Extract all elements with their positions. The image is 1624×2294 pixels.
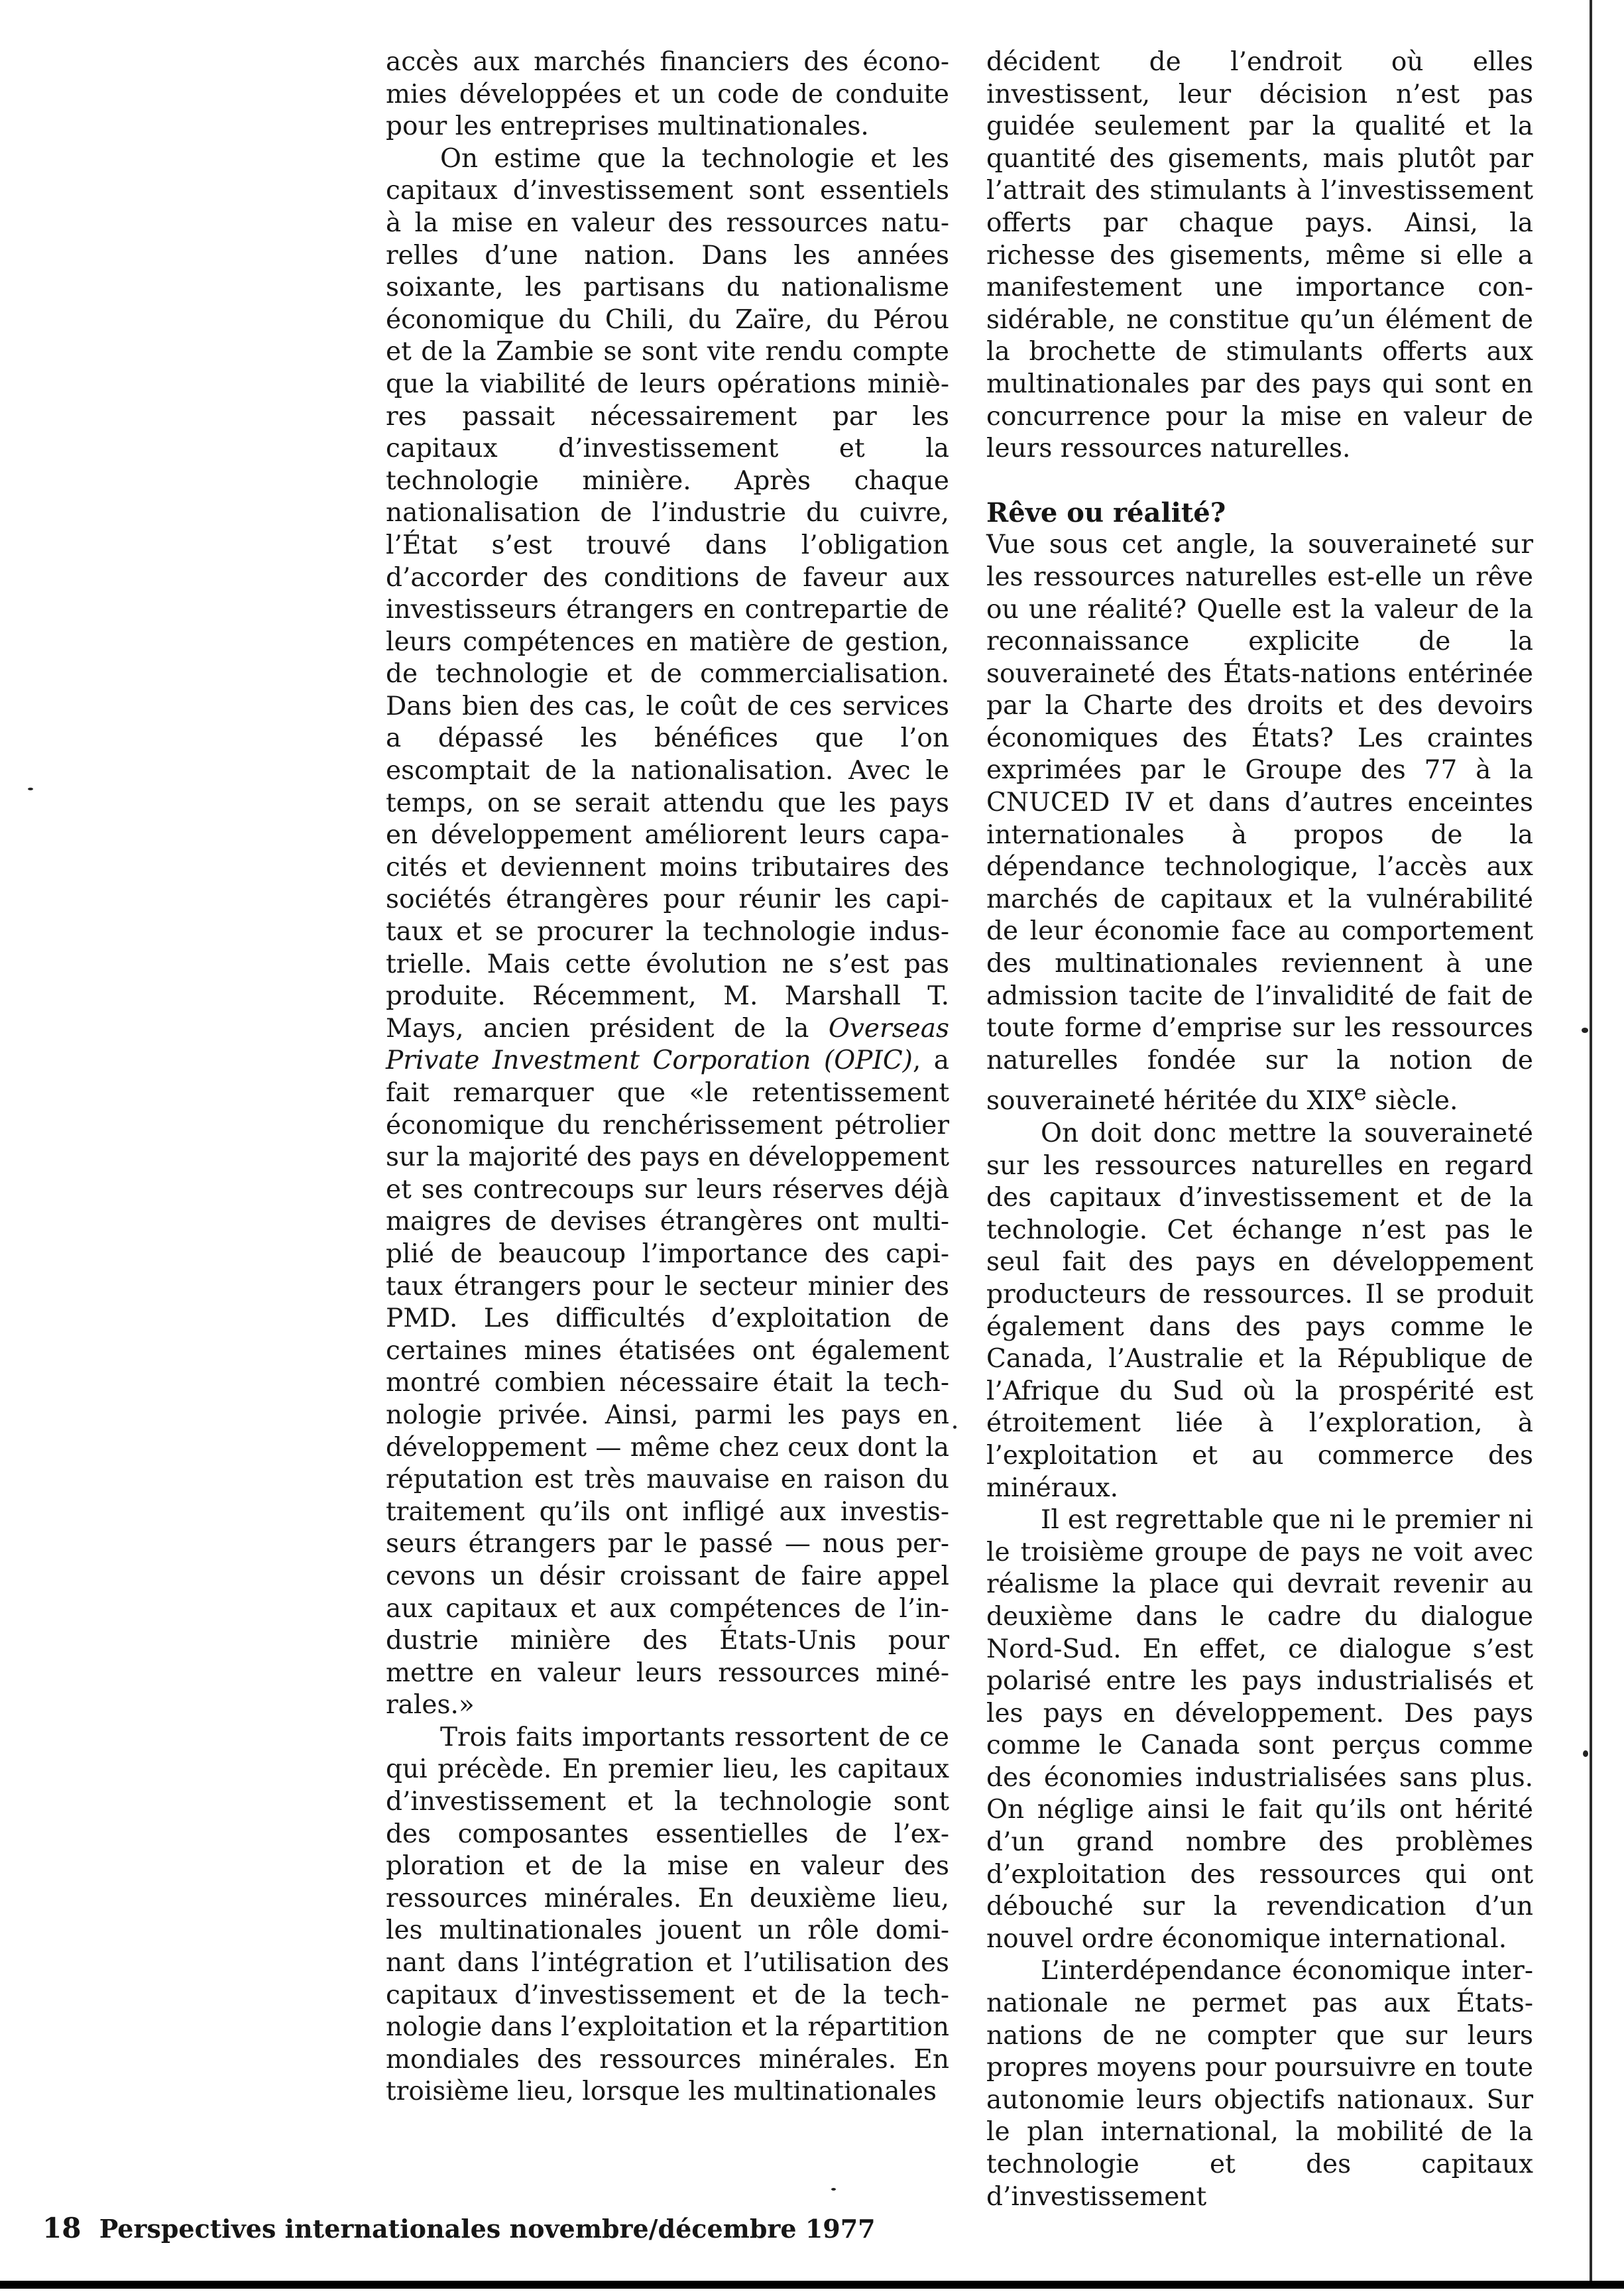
right-paragraph-5: L’interdépendance économique internationale ne permet pas aux États-nations de ne compter que sur leurs propres moyens pour poursuivre en toute autonomie leurs objectifs nationaux. Sur le plan international, la mobilité de la technologie et des capitaux d’investissement	[986, 1956, 1533, 2212]
scan-speck	[1582, 1028, 1588, 1033]
scan-speck	[1583, 1750, 1588, 1757]
right-column	[986, 46, 1533, 2213]
right-paragraph-4: Il est regrettable que ni le premier ni le troisième groupe de pays ne voit avec réalisme la place qui devrait revenir au deuxième dans le cadre du dialogue Nord-Sud. En effet, ce dialogue s’est polarisé entre les pays industrialisés et les pays en développement. Des pays comme le Canada sont perçus comme des économies industrialisées sans plus. On néglige ainsi le fait qu’ils ont hérité d’un grand nombre des problèmes d’exploitation des ressources qui ont débouché sur la revendication d’un nouvel ordre économique international.	[986, 1505, 1533, 1954]
left-paragraph-2-text: On estime que la technologie et les capitaux d’investissement sont essentiels à la mise en valeur des ressources naturelles d’une nation. Dans les années soixante, les partisans du nationalisme économique du Chili, du Zaïre, du Pérou et de la Zambie se sont vite rendu compte que la viabilité de leurs opérations minières passait nécessairement par les capitaux d’investissement et la technologie minière. Après chaque nationalisation de l’industrie du cuivre, l’État s’est trouvé dans l’obligation d’accorder des conditions de faveur aux investisseurs étrangers en contrepartie de leurs compétences en matière de gestion, de technologie et de commercialisation. Dans bien des cas, le coût de ces services a dépassé les bénéfices que l’on escomptait de la nationalisation. Avec le temps, on se serait attendu que les pays en développement améliorent leurs capacités et deviennent moins tributaires des sociétés étrangères pour réunir les capitaux et se procurer la technologie industrielle. Mais cette évolution ne s’est pas produite. Récemment, M. Marshall T. Mays, ancien président de la	[386, 143, 949, 1044]
right-paragraph-1: décident de l’endroit où elles investissent, leur décision n’est pas guidée seulement par la qualité et la quantité des gisements, mais plutôt par l’attrait des stimulants à l’investissement offerts par chaque pays. Ainsi, la richesse des gisements, même si elle a manifestement une importance considérable, ne constitue qu’un élément de la brochette de stimulants offerts aux multinationales par des pays qui sont en concurrence pour la mise en valeur de leurs ressources naturelles.	[986, 47, 1533, 464]
page-right-edge	[1590, 0, 1592, 2281]
left-paragraph-3: Trois faits importants ressortent de ce qui précède. En premier lieu, les capitaux d’investissement et la technologie sont des composantes essentielles de l’exploration et de la mise en valeur des ressources minérales. En deuxième lieu, les multinationales jouent un rôle dominant dans l’intégration et l’utilisation des capitaux d’investissement et de la technologie dans l’exploitation et la répartition mondiales des ressources minérales. En troisième lieu, lorsque les multinationales	[386, 1722, 949, 2107]
scan-bottom-border	[0, 2281, 1624, 2289]
opic-name: Overseas Private Investment Corporation (OPIC)	[386, 1013, 949, 1076]
right-paragraph-2-end: siècle.	[1366, 1086, 1458, 1117]
scan-speck	[831, 2188, 836, 2191]
scan-speck	[953, 1425, 957, 1429]
right-paragraph-2-text: Vue sous cet angle, la souveraineté sur les ressources naturelles est-elle un rêve ou une réalité? Quelle est la valeur de la reconnaissance explicite de la souveraineté des États-nations entérinée par la Charte des droits et des devoirs économiques des États? Les craintes exprimées par le Groupe des 77 à la CNUCED IV et dans d’autres enceintes internationales à propos de la dépendance technologique, l’accès aux marchés de capitaux et la vulnérabilité de leur économie face au comportement des multinationales reviennent à une admission tacite de l’invalidité de fait de toute forme d’emprise sur les ressources naturelles fondée sur la notion de souveraineté héritée du XIX	[986, 530, 1533, 1117]
century-superscript: e	[1354, 1080, 1367, 1106]
left-paragraph-2	[386, 143, 949, 1722]
page-number: 18	[42, 2212, 82, 2244]
section-heading: Rêve ou réalité?	[986, 497, 1226, 528]
right-paragraph-2	[986, 529, 1533, 1118]
right-paragraph-3: On doit donc mettre la souveraineté sur les ressources naturelles en regard des capitaux d’investissement et de la technologie. Cet échange n’est pas le seul fait des pays en développement producteurs de ressources. Il se produit également dans des pays comme le Canada, l’Australie et la République de l’Afrique du Sud où la prospérité est étroitement liée à l’exploration, à l’exploitation et au commerce des minéraux.	[986, 1118, 1533, 1503]
scan-speck	[28, 788, 33, 790]
left-paragraph-1: accès aux marchés financiers des économies développées et un code de conduite pour les entreprises multinationales.	[386, 47, 949, 142]
left-column	[386, 46, 949, 2108]
mays-quote: , a fait remarquer que «le retentissement économique du renchérissement pétrolier sur la majorité des pays en développement et ses contrecoups sur leurs réserves déjà maigres de devises étrangères ont multiplié de beaucoup l’importance des capitaux étrangers pour le secteur minier des PMD. Les difficultés d’exploitation de certaines mines étatisées ont également montré combien nécessaire était la technologie privée. Ainsi, parmi les pays en développement — même chez ceux dont la réputation est très mauvaise en raison du traitement qu’ils ont infligé aux investisseurs étrangers par le passé — nous percevons un désir croissant de faire appel aux capitaux et aux compétences de l’industrie minière des États-Unis pour mettre en valeur leurs ressources minérales.»	[386, 1046, 949, 1720]
page-footer	[42, 2212, 876, 2244]
journal-issue: Perspectives internationales novembre/décembre 1977	[99, 2214, 876, 2244]
